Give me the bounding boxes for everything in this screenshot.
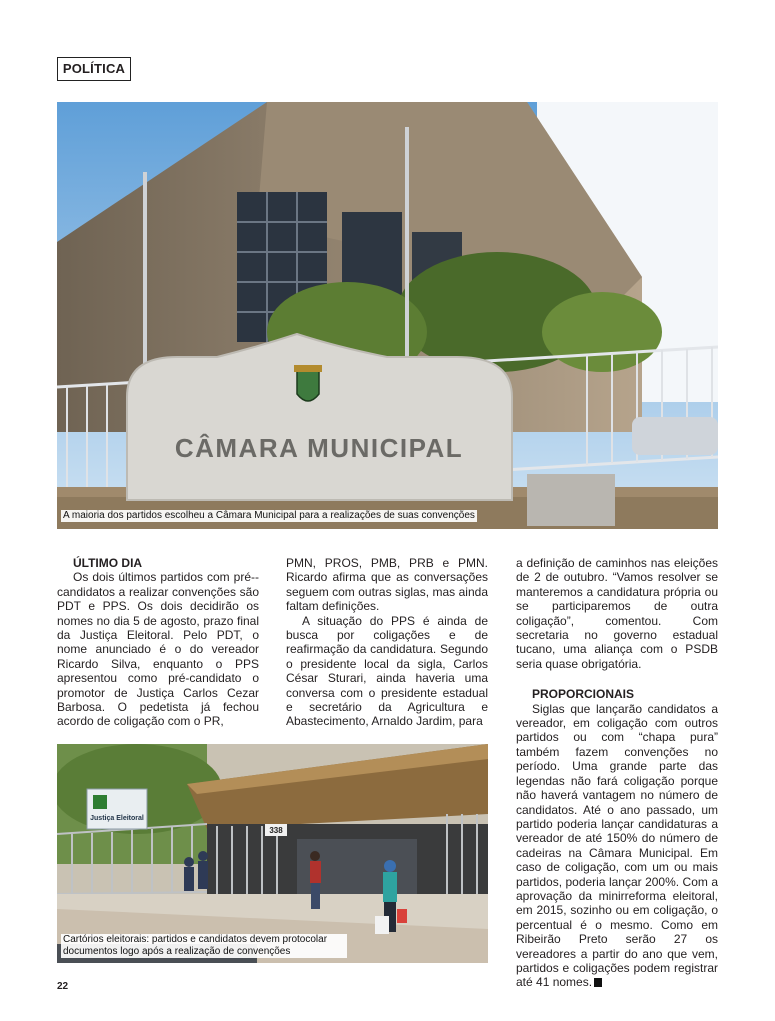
section-label: POLÍTICA — [57, 57, 131, 81]
photo2-caption: Cartórios eleitorais: partidos e candidatos devem protocolar documentos logo após a realização de convenções — [61, 934, 347, 958]
article-paragraph: a definição de caminhos nas eleições de 2 de outubro. “Vamos resolver se manteremos a candidatura própria ou se participaremos de outra coligação”, comentou. Com secretaria no governo estadual tucano, uma aliança com o PSDB seria quase obrigatória. — [516, 556, 718, 671]
building-number: 338 — [269, 826, 283, 835]
end-of-article-mark — [594, 978, 602, 987]
article-paragraph: A situação do PPS é ainda de busca por coligações e de reafirmação da candidatura. Segundo o presidente local da sigla, Carlos César Sturari, ainda haveria uma conversa com o presidente estadual e secretário da Agricultura e Abastecimento, Arnaldo Jardim, para — [286, 613, 488, 729]
heading-proporcionais: PROPORCIONAIS — [532, 687, 635, 702]
article-column-1 — [57, 556, 259, 729]
page-number: 22 — [57, 981, 69, 992]
photo1-caption: A maioria dos partidos escolheu a Câmara Municipal para a realizações de suas convenções — [63, 510, 475, 521]
sign-justica-eleitoral: Justiça Eleitoral — [90, 815, 144, 822]
article-paragraph: Os dois últimos partidos com pré--candidatos a realizar convenções são PDT e PPS. Os dois decidirão os nomes no dia 5 de agosto, prazo final da Justiça Eleitoral. Pelo PDT, o nome anunciado é o do vereador Ricardo Silva, enquanto o PPS apresentou como pré-candidato o promotor de Justiça Carlos Cezar Barbosa. O pedetista já fechou acordo de coligação com o PR, — [57, 570, 259, 729]
cartorio-eleitoral-photo — [57, 744, 488, 963]
sign-text: CÂMARA MUNICIPAL — [174, 433, 464, 463]
article-column-2 — [286, 556, 488, 729]
camara-municipal-photo — [57, 102, 718, 529]
article-paragraph: PMN, PROS, PMB, PRB e PMN. Ricardo afirma que as conversações seguem com outras siglas, mas ainda faltam definições. — [286, 556, 488, 614]
article-column-3 — [516, 556, 718, 990]
heading-ultimo-dia: ÚLTIMO DIA — [73, 556, 143, 570]
article-paragraph-text: Siglas que lançarão candidatos a vereador, em coligação com outros partidos ou com “chapa pura” também fazem convenções no período. Uma grande parte das legendas não fará coligação porque não haverá vantagem no número de candidatos. Até o ano passado, um partido poderia lançar candidaturas a vereador de até 150% do número de cadeiras na Câmara Municipal. Em caso de coligação, com um ou mais partidos, poderia lançar 200%. Com a aprovação da minirreforma eleitoral, em 2015, sozinho ou em coligação, o percentual é o mesmo. Como em Ribeirão Preto serão 27 os vereadores a partir do ano que vem, partidos e coligações podem registrar até 41 nomes. — [516, 701, 718, 990]
article-paragraph-final — [516, 702, 718, 990]
